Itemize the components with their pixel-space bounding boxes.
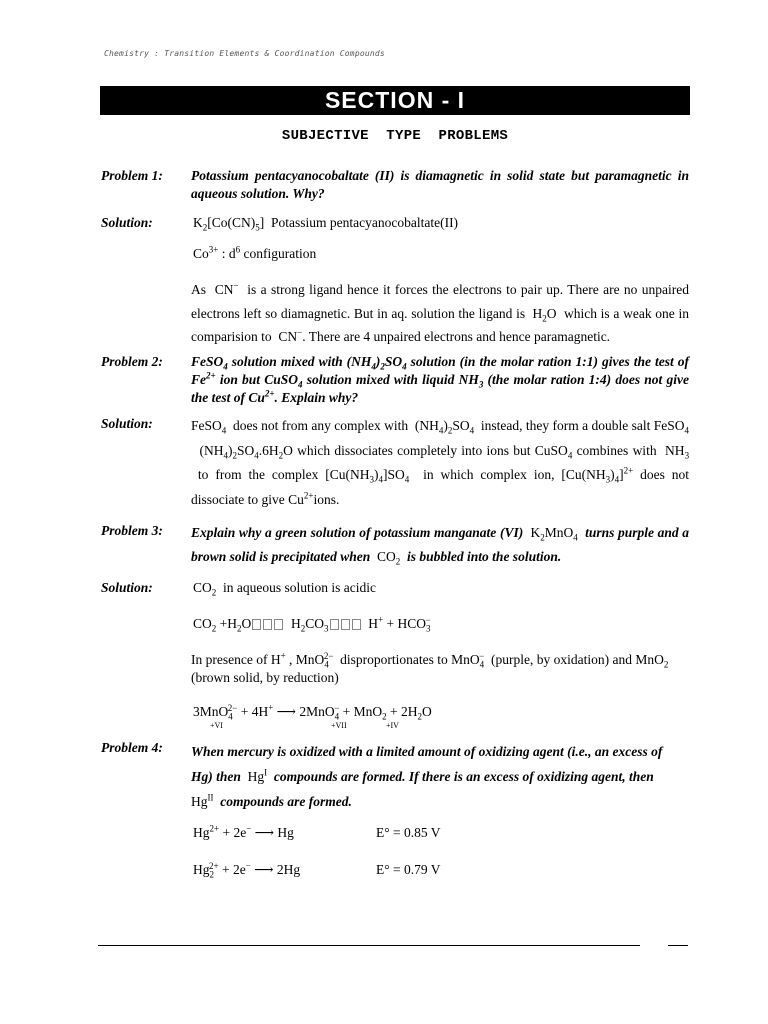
electrode-potential-2: E° = 0.79 V (376, 862, 441, 877)
section-title: SECTION - I (100, 86, 690, 115)
text-2: electrons left so diamagnetic. But in aq. solution the ligand is (191, 305, 526, 321)
problem-4-question: When mercury is oxidized with a limited amount of oxidizing agent (i.e., an excess of Hg) then $Hg^I$ compounds are formed. If there is an excess of oxidizing agent, then $Hg^{II}$ compounds are formed. (191, 744, 663, 809)
solution-1-formula-line: $K_2[Co(CN)_5]$ Potassium pentacyanocobaltate(II) (193, 215, 459, 233)
oxidation-state-vii: +VII (331, 721, 347, 730)
solution-2-text: FeSO$_4$ does not from any complex with $(NH_4)_2SO_4$ instead, they form a double salt FeSO$_4$ $(NH_4)_2SO_4.6H_2O$ which dissociates completely into ions but CuSO$_4$ combines with $NH_3$ to from the complex $[Cu(NH_3)_4]SO_4$ in which complex ion, $[Cu(NH_3)_4]^{2+}$ does not dissociate to give $Cu^{2+}ions$. (191, 418, 690, 507)
solution-3-line-1: $CO_2$ in aqueous solution is acidic (193, 580, 376, 598)
oxidation-state-vi: +VI (210, 721, 223, 730)
problem-2-question: FeSO$_4$ solution mixed with $(NH_4)_2SO_4$ solution (in the molar ration 1:1) gives the test of $Fe^{2+}$ ion but CuSO$_4$ solution mixed with liquid $NH_3$ (the molar ration 1:4) does not give the test of $Cu^{2+}$. Explain why? (191, 354, 690, 405)
problem-3-label: Problem 3: (101, 523, 163, 538)
text-3: which is a weak one in (563, 305, 690, 321)
carbonic-acid-equation: $CO_2 +H_2O$ $H_2CO_3$ $H^+ + HCO_3^-$ (193, 614, 431, 634)
footer-rule (98, 945, 640, 946)
compound-name: Potassium pentacyanocobaltate(II) (271, 215, 459, 230)
text-5: . There are 4 unpaired electrons and hence paramagnetic. (302, 329, 611, 344)
solution-1-config-line: $Co^{3+}$ : $d^6$ configuration (193, 244, 317, 261)
config-text: configuration (243, 246, 317, 261)
oxidation-state-iv: +IV (386, 721, 399, 730)
problem-3-question: Explain why a green solution of potassium manganate (VI) $K_2MnO_4$ turns purple and a brown solid is precipitated when $CO_2$ is bubbled into the solution. (191, 525, 690, 567)
problem-4-label: Problem 4: (101, 740, 163, 755)
solution-3-label: Solution: (101, 580, 153, 595)
mercury-equation-1: $Hg^{2+} + 2e^-$ ⟶ Hg (193, 823, 294, 840)
disproportionation-equation: 3MnO$_4^{2-}$ + 4H+ ⟶ $2MnO_4^- + MnO_2 + 2H_2O$ (193, 702, 432, 722)
text-4: comparision to (191, 329, 272, 344)
footer-rule-short (668, 945, 688, 946)
running-header: Chemistry : Transition Elements & Coordination Compounds (104, 49, 385, 58)
electrode-potential-1: E° = 0.85 V (376, 825, 441, 840)
subtitle: SUBJECTIVE TYPE PROBLEMS (281, 128, 509, 144)
text-as: As (191, 282, 207, 297)
problem-1-question: Potassium pentacyanocobaltate (II) is diamagnetic in solid state but paramagnetic in aqueous solution. Why? (191, 168, 689, 201)
solution-3-disproportionation-text: In presence of H+ , MnO$_4^{2-}$ disproportionates to MnO$_4$− (purple, by oxidation) and MnO$_2$ (brown solid, by reduction) (191, 650, 669, 685)
mercury-equation-2: $Hg_2^{2+} + 2e^-$ ⟶ 2Hg (193, 860, 301, 880)
text-1: is a strong ligand hence it forces the electrons to pair up. There are no unpaired (247, 282, 689, 297)
solution-1-explanation: As CN− is a strong ligand hence it forces the electrons to pair up. There are no unpaired electrons left so diamagnetic. But in aq. solution the ligand is $H_2O$ which is a weak one in comparision to CN−. There are 4 unpaired electrons and hence paramagnetic. (191, 280, 690, 344)
problem-2-label: Problem 2: (101, 354, 163, 369)
problem-1-label: Problem 1: (101, 168, 163, 183)
solution-1-label: Solution: (101, 215, 153, 230)
solution-2-label: Solution: (101, 416, 153, 431)
